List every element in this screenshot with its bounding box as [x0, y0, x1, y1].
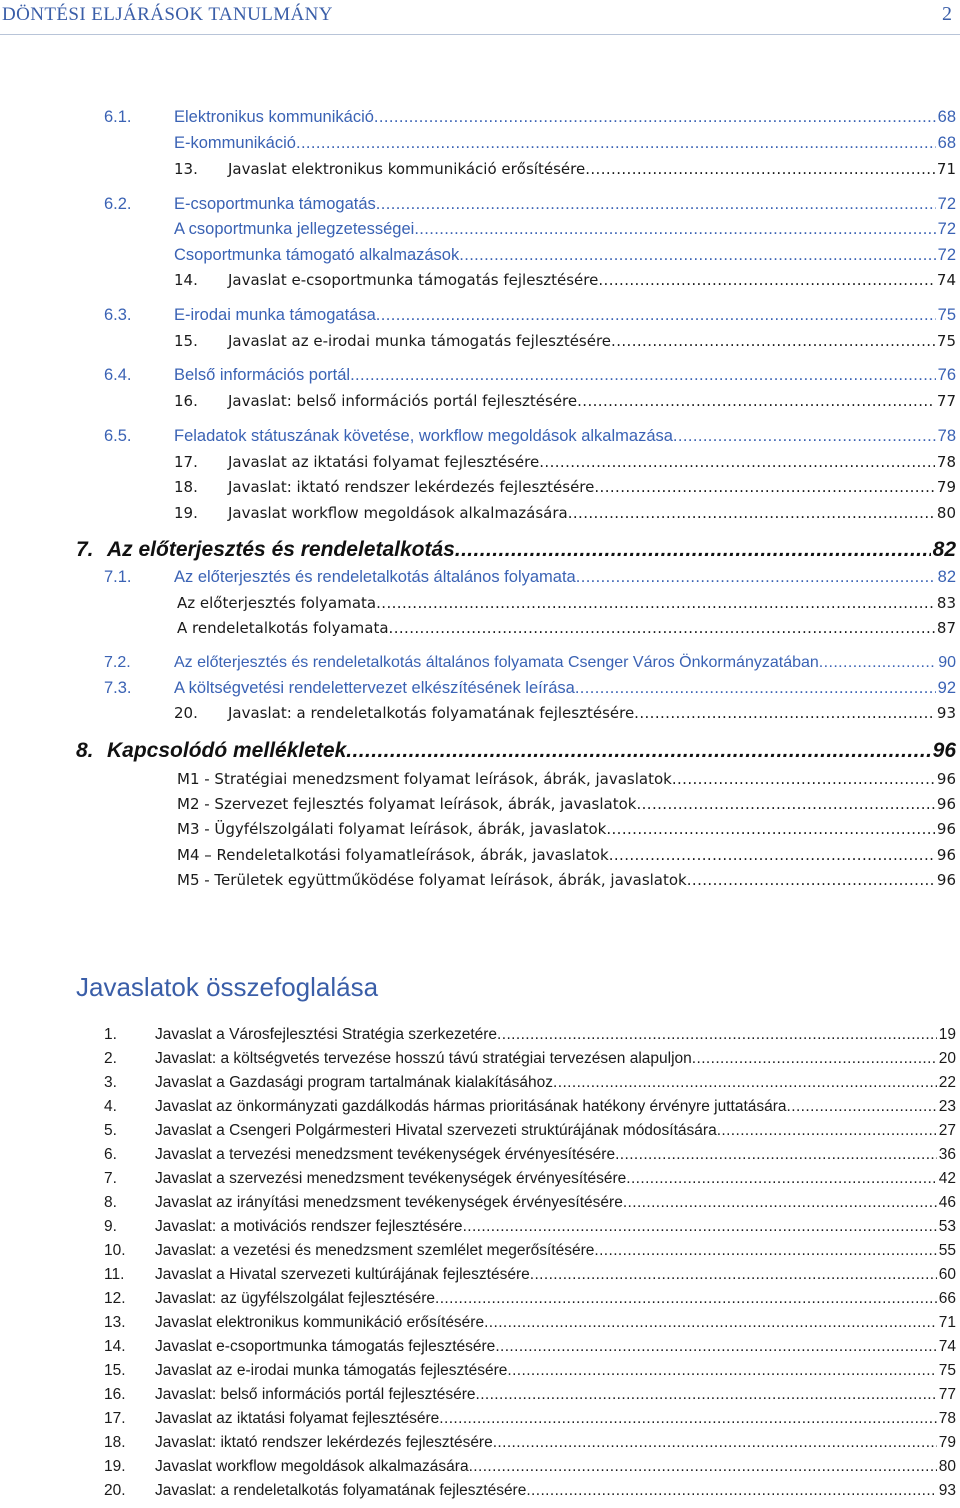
summary-text: Javaslat workflow megoldások alkalmazására: [155, 1458, 469, 1475]
summary-text: Javaslat a Csengeri Polgármesteri Hivatal szervezeti struktúrájának módosítására: [155, 1122, 717, 1139]
toc-text: Csoportmunka támogató alkalmazások: [174, 246, 460, 264]
toc-text: Javaslat e-csoportmunka támogatás fejlesztésére: [228, 271, 599, 289]
toc-leader: [376, 195, 936, 214]
summary-leader: [507, 1362, 936, 1380]
toc-page: 87: [936, 619, 956, 637]
summary-text: Javaslat: a vezetési és menedzsment szemlélet megerősítésére: [155, 1242, 595, 1259]
toc-leader: [577, 392, 935, 410]
toc-leader: [568, 504, 935, 522]
summary-leader: [526, 1482, 936, 1500]
toc-leader: [585, 160, 935, 178]
summary-number: 9.: [104, 1218, 117, 1235]
toc-page: 96: [932, 739, 956, 762]
toc-entry-20[interactable]: [174, 704, 956, 722]
toc-number: 7.1.: [104, 568, 132, 586]
summary-leader: [623, 1194, 937, 1212]
toc-page: 78: [936, 453, 956, 471]
toc-number: 18.: [174, 478, 198, 496]
toc-text: M1 - Stratégiai menedzsment folyamat leírások, ábrák, javaslatok: [177, 770, 672, 788]
summary-page: 46: [938, 1194, 956, 1211]
toc-page: 96: [936, 770, 956, 788]
summary-leader: [493, 1434, 937, 1452]
toc-page: 80: [936, 504, 956, 522]
toc-chapter-7[interactable]: [76, 538, 956, 562]
summary-item[interactable]: [104, 1146, 956, 1164]
document-title: DÖNTÉSI ELJÁRÁSOK TANULMÁNY: [2, 4, 333, 25]
toc-number: 19.: [174, 504, 198, 522]
toc-text: M4 – Rendeletalkotási folyamatleírások, ábrák, javaslatok: [177, 846, 609, 864]
summary-number: 6.: [104, 1146, 117, 1163]
toc-leader: [672, 770, 935, 788]
toc-text: Kapcsolódó mellékletek: [107, 739, 347, 762]
toc-leader: [575, 679, 936, 698]
toc-entry-6-3[interactable]: [104, 306, 956, 325]
toc-text: E-kommunikáció: [174, 134, 296, 152]
toc-chapter-8[interactable]: [76, 739, 956, 763]
summary-page: 93: [938, 1482, 956, 1499]
summary-text: Javaslat: iktató rendszer lekérdezés fejlesztésére: [155, 1434, 493, 1451]
toc-text: A költségvetési rendelettervezet elkészítésének leírása: [174, 679, 575, 697]
toc-page: 68: [937, 108, 956, 126]
toc-text: Feladatok státuszának követése, workflow megoldások alkalmazása: [174, 427, 673, 445]
toc-entry-14[interactable]: [174, 271, 956, 289]
summary-text: Javaslat: a rendeletalkotás folyamatának fejlesztésére: [155, 1482, 527, 1499]
summary-leader: [484, 1314, 937, 1332]
summary-number: 17.: [104, 1410, 126, 1427]
toc-leader: [611, 332, 935, 350]
toc-number: 6.3.: [104, 306, 132, 324]
toc-number: 14.: [174, 271, 198, 289]
summary-leader: [495, 1338, 936, 1356]
summary-text: Javaslat a tervezési menedzsment tevékenységek érvényesítésére: [155, 1146, 616, 1163]
toc-leader: [414, 220, 935, 239]
toc-entry-rendeletalkotas-folyamata[interactable]: [177, 619, 956, 637]
toc-entry-m4[interactable]: [177, 846, 956, 864]
toc-text: Az előterjesztés és rendeletalkotás általános folyamata Csenger Város Önkormányzatában: [174, 654, 819, 671]
summary-item[interactable]: [104, 1434, 956, 1452]
summary-item[interactable]: [104, 1218, 956, 1236]
toc-entry-e-kommunikacio[interactable]: [174, 134, 956, 153]
summary-page: 60: [938, 1266, 956, 1283]
summary-number: 7.: [104, 1170, 117, 1187]
toc-leader: [346, 739, 930, 763]
summary-item[interactable]: [104, 1362, 956, 1380]
toc-text: Javaslat: iktató rendszer lekérdezés fejlesztésére: [228, 478, 595, 496]
summary-text: Javaslat a Hivatal szervezeti kultúrájának fejlesztésére: [155, 1266, 530, 1283]
summary-leader: [692, 1050, 937, 1068]
summary-number: 12.: [104, 1290, 126, 1307]
summary-text: Javaslat a Gazdasági program tartalmának kialakításához: [155, 1074, 554, 1091]
summary-leader: [439, 1410, 936, 1428]
toc-page: 74: [936, 271, 956, 289]
toc-entry-7-1[interactable]: [104, 568, 956, 587]
summary-leader: [626, 1170, 936, 1188]
toc-text: Belső információs portál: [174, 366, 351, 384]
summary-item[interactable]: [104, 1122, 956, 1140]
toc-leader: [296, 134, 936, 153]
summary-item[interactable]: [104, 1410, 956, 1428]
toc-page: 82: [932, 538, 956, 561]
toc-page: 71: [936, 160, 956, 178]
toc-page: 83: [936, 594, 956, 612]
toc-leader: [819, 654, 936, 672]
toc-entry-csoportmunka-alkalmazasok[interactable]: [174, 246, 956, 265]
toc-entry-csoportmunka-jellegzetessegei[interactable]: [174, 220, 956, 239]
toc-text: Javaslat: belső információs portál fejlesztésére: [228, 392, 578, 410]
summary-number: 2.: [104, 1050, 117, 1067]
toc-entry-16[interactable]: [174, 392, 956, 410]
toc-number: 8.: [76, 739, 94, 762]
summary-number: 20.: [104, 1482, 126, 1499]
toc-text: Javaslat: a rendeletalkotás folyamatának fejlesztésére: [228, 704, 635, 722]
toc-number: 13.: [174, 160, 198, 178]
toc-page: 68: [937, 134, 956, 152]
toc-leader: [374, 108, 936, 127]
toc-entry-6-1[interactable]: [104, 108, 956, 127]
summary-leader: [787, 1098, 937, 1116]
summary-heading: Javaslatok összefoglalása: [76, 972, 379, 1002]
toc-text: Az előterjesztés és rendeletalkotás általános folyamata: [174, 568, 576, 586]
summary-page: 53: [938, 1218, 956, 1235]
toc-leader: [609, 846, 935, 864]
toc-leader: [598, 271, 935, 289]
toc-entry-m5[interactable]: [177, 871, 956, 889]
toc-entry-m3[interactable]: [177, 820, 956, 838]
toc-leader: [455, 538, 931, 562]
toc-text: E-irodai munka támogatása: [174, 306, 376, 324]
toc-entry-eloterjesztes-folyamata[interactable]: [177, 594, 956, 612]
summary-number: 13.: [104, 1314, 126, 1331]
summary-leader: [497, 1026, 937, 1044]
summary-leader: [553, 1074, 937, 1092]
toc-text: M5 - Területek együttműködése folyamat leírások, ábrák, javaslatok: [177, 871, 687, 889]
toc-number: 6.1.: [104, 108, 132, 126]
toc-entry-6-2[interactable]: [104, 195, 956, 214]
summary-item[interactable]: [104, 1050, 956, 1068]
summary-item[interactable]: [104, 1170, 956, 1188]
toc-page: 75: [937, 306, 956, 324]
toc-text: Az előterjesztés és rendeletalkotás: [107, 538, 455, 561]
summary-text: Javaslat az iktatási folyamat fejlesztésére: [155, 1410, 440, 1427]
page-header: [0, 0, 960, 35]
toc-text: M2 - Szervezet fejlesztés folyamat leírások, ábrák, javaslatok: [177, 795, 637, 813]
toc-number: 7.: [76, 538, 94, 561]
summary-number: 18.: [104, 1434, 126, 1451]
summary-page: 78: [938, 1410, 956, 1427]
summary-item[interactable]: [104, 1314, 956, 1332]
toc-page: 72: [937, 220, 956, 238]
summary-text: Javaslat e-csoportmunka támogatás fejlesztésére: [155, 1338, 496, 1355]
toc-page: 96: [936, 871, 956, 889]
summary-number: 19.: [104, 1458, 126, 1475]
toc-page: 93: [936, 704, 956, 722]
summary-page: 42: [938, 1170, 956, 1187]
toc-page: 82: [937, 568, 956, 586]
toc-page: 72: [937, 195, 956, 213]
summary-page: 23: [938, 1098, 956, 1115]
summary-page: 80: [938, 1458, 956, 1475]
summary-leader: [615, 1146, 937, 1164]
toc-entry-6-4[interactable]: [104, 366, 956, 385]
summary-leader: [594, 1242, 936, 1260]
summary-text: Javaslat az önkormányzati gazdálkodás hármas prioritásának hatékony érvényre juttatására: [155, 1098, 787, 1115]
page-number: 2: [942, 3, 952, 25]
summary-text: Javaslat: a motivációs rendszer fejlesztésére: [155, 1218, 463, 1235]
summary-page: 74: [938, 1338, 956, 1355]
toc-page: 96: [936, 846, 956, 864]
toc-text: Javaslat az e-irodai munka támogatás fejlesztésére: [228, 332, 612, 350]
toc-page: 92: [937, 679, 956, 697]
toc-number: 7.2.: [104, 654, 131, 671]
toc-page: 79: [936, 478, 956, 496]
summary-number: 10.: [104, 1242, 126, 1259]
summary-item[interactable]: [104, 1482, 956, 1500]
toc-entry-7-3[interactable]: [104, 679, 956, 698]
summary-leader: [463, 1218, 937, 1236]
summary-page: 71: [938, 1314, 956, 1331]
toc-entry-13[interactable]: [174, 160, 956, 178]
summary-number: 3.: [104, 1074, 117, 1091]
toc-page: 72: [937, 246, 956, 264]
summary-item[interactable]: [104, 1338, 956, 1356]
summary-text: Javaslat: az ügyfélszolgálat fejlesztésére: [155, 1290, 436, 1307]
toc-number: 6.4.: [104, 366, 132, 384]
toc-leader: [636, 795, 934, 813]
summary-number: 8.: [104, 1194, 117, 1211]
summary-page: 66: [938, 1290, 956, 1307]
summary-leader: [717, 1122, 937, 1140]
summary-text: Javaslat a Városfejlesztési Stratégia szerkezetére: [155, 1026, 498, 1043]
toc-number: 20.: [174, 704, 198, 722]
toc-leader: [687, 871, 935, 889]
toc-leader: [576, 568, 936, 587]
toc-entry-m2[interactable]: [177, 795, 956, 813]
summary-text: Javaslat: belső információs portál fejlesztésére: [155, 1386, 476, 1403]
toc-leader: [350, 366, 936, 385]
toc-page: 96: [936, 795, 956, 813]
toc-text: A rendeletalkotás folyamata: [177, 619, 389, 637]
toc-number: 16.: [174, 392, 198, 410]
summary-page: 55: [938, 1242, 956, 1259]
summary-page: 27: [938, 1122, 956, 1139]
toc-text: Javaslat elektronikus kommunikáció erősítésére: [228, 160, 586, 178]
toc-page: 90: [938, 654, 956, 671]
toc-page: 76: [937, 366, 956, 384]
summary-item[interactable]: [104, 1074, 956, 1092]
toc-text: Javaslat workflow megoldások alkalmazására: [228, 504, 568, 522]
toc-text: M3 - Ügyfélszolgálati folyamat leírások, ábrák, javaslatok: [177, 820, 607, 838]
summary-item[interactable]: [104, 1242, 956, 1260]
toc-number: 17.: [174, 453, 198, 471]
summary-leader: [475, 1386, 936, 1404]
summary-item[interactable]: [104, 1194, 956, 1212]
summary-text: Javaslat: a költségvetés tervezése hosszú távú stratégiai tervezésen alapuljon: [155, 1050, 692, 1067]
summary-page: 20: [938, 1050, 956, 1067]
toc-entry-6-5[interactable]: [104, 427, 956, 446]
toc-text: Az előterjesztés folyamata: [177, 594, 377, 612]
toc-leader: [389, 619, 935, 637]
summary-text: Javaslat az e-irodai munka támogatás fejlesztésére: [155, 1362, 508, 1379]
toc-leader: [673, 427, 936, 446]
summary-number: 16.: [104, 1386, 126, 1403]
summary-text: Javaslat az irányítási menedzsment tevékenységek érvényesítésére: [155, 1194, 623, 1211]
summary-item[interactable]: [104, 1266, 956, 1284]
toc-text: E-csoportmunka támogatás: [174, 195, 376, 213]
summary-page: 79: [938, 1434, 956, 1451]
summary-page: 19: [938, 1026, 956, 1043]
toc-page: 78: [937, 427, 956, 445]
summary-item[interactable]: [104, 1026, 956, 1044]
toc-entry-19[interactable]: [174, 504, 956, 522]
summary-text: Javaslat a szervezési menedzsment tevékenységek érvényesítésére: [155, 1170, 627, 1187]
summary-item[interactable]: [104, 1290, 956, 1308]
toc-page: 96: [936, 820, 956, 838]
toc-entry-15[interactable]: [174, 332, 956, 350]
summary-number: 5.: [104, 1122, 117, 1139]
summary-number: 14.: [104, 1338, 126, 1355]
toc-leader: [594, 478, 935, 496]
summary-leader: [435, 1290, 937, 1308]
summary-number: 15.: [104, 1362, 126, 1379]
summary-text: Javaslat elektronikus kommunikáció erősítésére: [155, 1314, 485, 1331]
toc-page: 75: [936, 332, 956, 350]
summary-item[interactable]: [104, 1386, 956, 1404]
toc-number: 6.5.: [104, 427, 132, 445]
summary-leader: [469, 1458, 937, 1476]
toc-entry-17[interactable]: [174, 453, 956, 471]
toc-leader: [459, 246, 935, 265]
toc-entry-18[interactable]: [174, 478, 956, 496]
toc-leader: [634, 704, 935, 722]
toc-leader: [606, 820, 935, 838]
summary-number: 1.: [104, 1026, 117, 1043]
summary-leader: [530, 1266, 937, 1284]
toc-leader: [376, 594, 935, 612]
toc-text: Javaslat az iktatási folyamat fejlesztésére: [228, 453, 540, 471]
toc-page: 77: [936, 392, 956, 410]
toc-leader: [539, 453, 935, 471]
toc-number: 7.3.: [104, 679, 132, 697]
summary-page: 77: [938, 1386, 956, 1403]
toc-leader: [376, 306, 936, 325]
toc-text: A csoportmunka jellegzetességei: [174, 220, 415, 238]
toc-number: 6.2.: [104, 195, 132, 213]
summary-item[interactable]: [104, 1098, 956, 1116]
toc-entry-m1[interactable]: [177, 770, 956, 788]
toc-entry-7-2[interactable]: [104, 654, 956, 672]
summary-page: 22: [938, 1074, 956, 1091]
summary-number: 4.: [104, 1098, 117, 1115]
summary-item[interactable]: [104, 1458, 956, 1476]
toc-text: Elektronikus kommunikáció: [174, 108, 374, 126]
summary-page: 36: [938, 1146, 956, 1163]
toc-number: 15.: [174, 332, 198, 350]
summary-page: 75: [938, 1362, 956, 1379]
summary-number: 11.: [104, 1266, 125, 1283]
